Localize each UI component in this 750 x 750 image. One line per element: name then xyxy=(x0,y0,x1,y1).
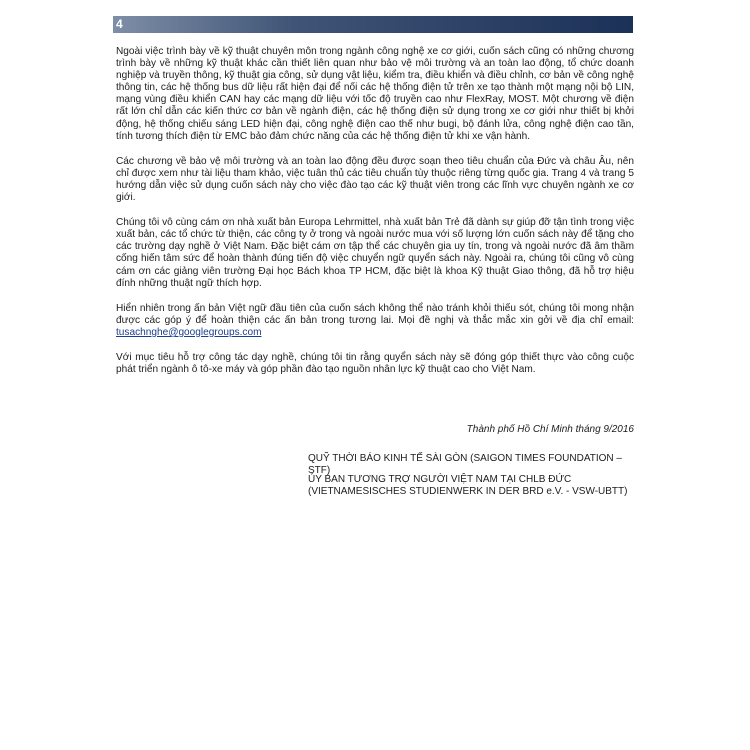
paragraph-standards: Các chương về bảo vệ môi trường và an toàn lao động đều được soạn theo tiêu chuẩn của Đức và châu Âu, nên chỉ được xem như tài liệu tham khảo, việc tuân thủ các tiêu chuẩn tùy thuộc riêng từng quốc gia. Trang 4 và trang 5 hướng dẫn việc sử dụng cuốn sách này cho việc đào tạo các kỹ thuật viên trong các lĩnh vực chuyên ngành xe cơ giới. xyxy=(116,155,634,204)
paragraph-technical-content: Ngoài việc trình bày về kỹ thuật chuyên môn trong ngành công nghệ xe cơ giới, cuốn sách cũng có những chương trình bày về những kỹ thuật khác cần thiết liên quan như bảo vệ môi trường và an toàn lao động, tổ chức doanh nghiệp và truyền thông, kỹ thuật gia công, sử dụng vật liệu, kiểm tra, điều khiển và điều chỉnh, cơ bản về công nghệ thông tin, các hệ thống bus dữ liệu rất hiện đại để nối các hệ thống điện tử trên xe tạo thành một mạng nội bộ LIN, mạng vùng điều khiển CAN hay các mạng dữ liệu với tốc độ truyền cao như FlexRay, MOST. Một chương về điện rất lớn chỉ dẫn các kiến thức cơ bản về ngành điện, các hệ thống điện sử dụng trong xe cơ giới như thiết bị khởi động, hệ thống chiếu sáng LED hiện đại, công nghệ điện cao thế như bugi, bộ đánh lửa, công nghệ điện cao tần, tính tương thích điện từ EMC bảo đảm chức năng của các hệ thống điện tử khi xe vận hành. xyxy=(116,46,634,142)
signature-org-vsw: ỦY BAN TƯƠNG TRỢ NGƯỜI VIỆT NAM TẠI CHLB ĐỨC xyxy=(308,474,572,485)
paragraph-feedback xyxy=(116,303,634,339)
body-text xyxy=(116,46,634,389)
paragraph-closing: Với mục tiêu hỗ trợ công tác dạy nghề, chúng tôi tin rằng quyển sách này sẽ đóng góp thiết thực vào công cuộc phát triển ngành ô tô-xe máy và góp phần đào tạo nguồn nhân lực kỹ thuật cao cho Việt Nam. xyxy=(116,351,634,376)
page-number: 4 xyxy=(116,17,123,31)
signature-city-date: Thành phố Hồ Chí Minh tháng 9/2016 xyxy=(466,424,634,435)
feedback-text: Hiển nhiên trong ấn bản Việt ngữ đầu tiên của cuốn sách không thể nào tránh khỏi thiếu sót, chúng tôi mong nhận được các góp ý để hoàn thiện các ấn bản trong tương lai. Mọi đề nghị và thắc mắc xin gởi về địa chỉ email: xyxy=(116,302,634,326)
email-link[interactable]: tusachnghe@googlegroups.com xyxy=(116,326,262,338)
signature-org-stf: QUỸ THỜI BÁO KINH TẾ SÀI GÒN (SAIGON TIMES FOUNDATION – STF) xyxy=(308,453,622,476)
signature-org-vsw-full: (VIETNAMESISCHES STUDIENWERK IN DER BRD e.V. - VSW-UBTT) xyxy=(308,486,628,497)
paragraph-acknowledgements: Chúng tôi vô cùng cám ơn nhà xuất bản Europa Lehrmittel, nhà xuất bản Trẻ đã dành sự giúp đỡ tận tình trong việc xuất bản, các tổ chức từ thiện, các công ty ở trong và ngoài nước mua với số lượng lớn cuốn sách này để tặng cho các trường dạy nghề ở Việt Nam. Đặc biệt cám ơn tập thể các chuyên gia uy tín, trong và ngoài nước đã âm thầm cống hiến tâm sức để hoàn thành đúng tiến độ việc chuyển ngữ quyển sách này. Ngoài ra, chúng tôi cũng vô cùng cám ơn các giảng viên trường Đại học Bách khoa TP HCM, đặc biệt là khoa Kỹ thuật Giao thông, đã hỗ trợ hiệu đính những thuật ngữ thích hợp. xyxy=(116,217,634,289)
page-header-bar xyxy=(113,16,633,33)
